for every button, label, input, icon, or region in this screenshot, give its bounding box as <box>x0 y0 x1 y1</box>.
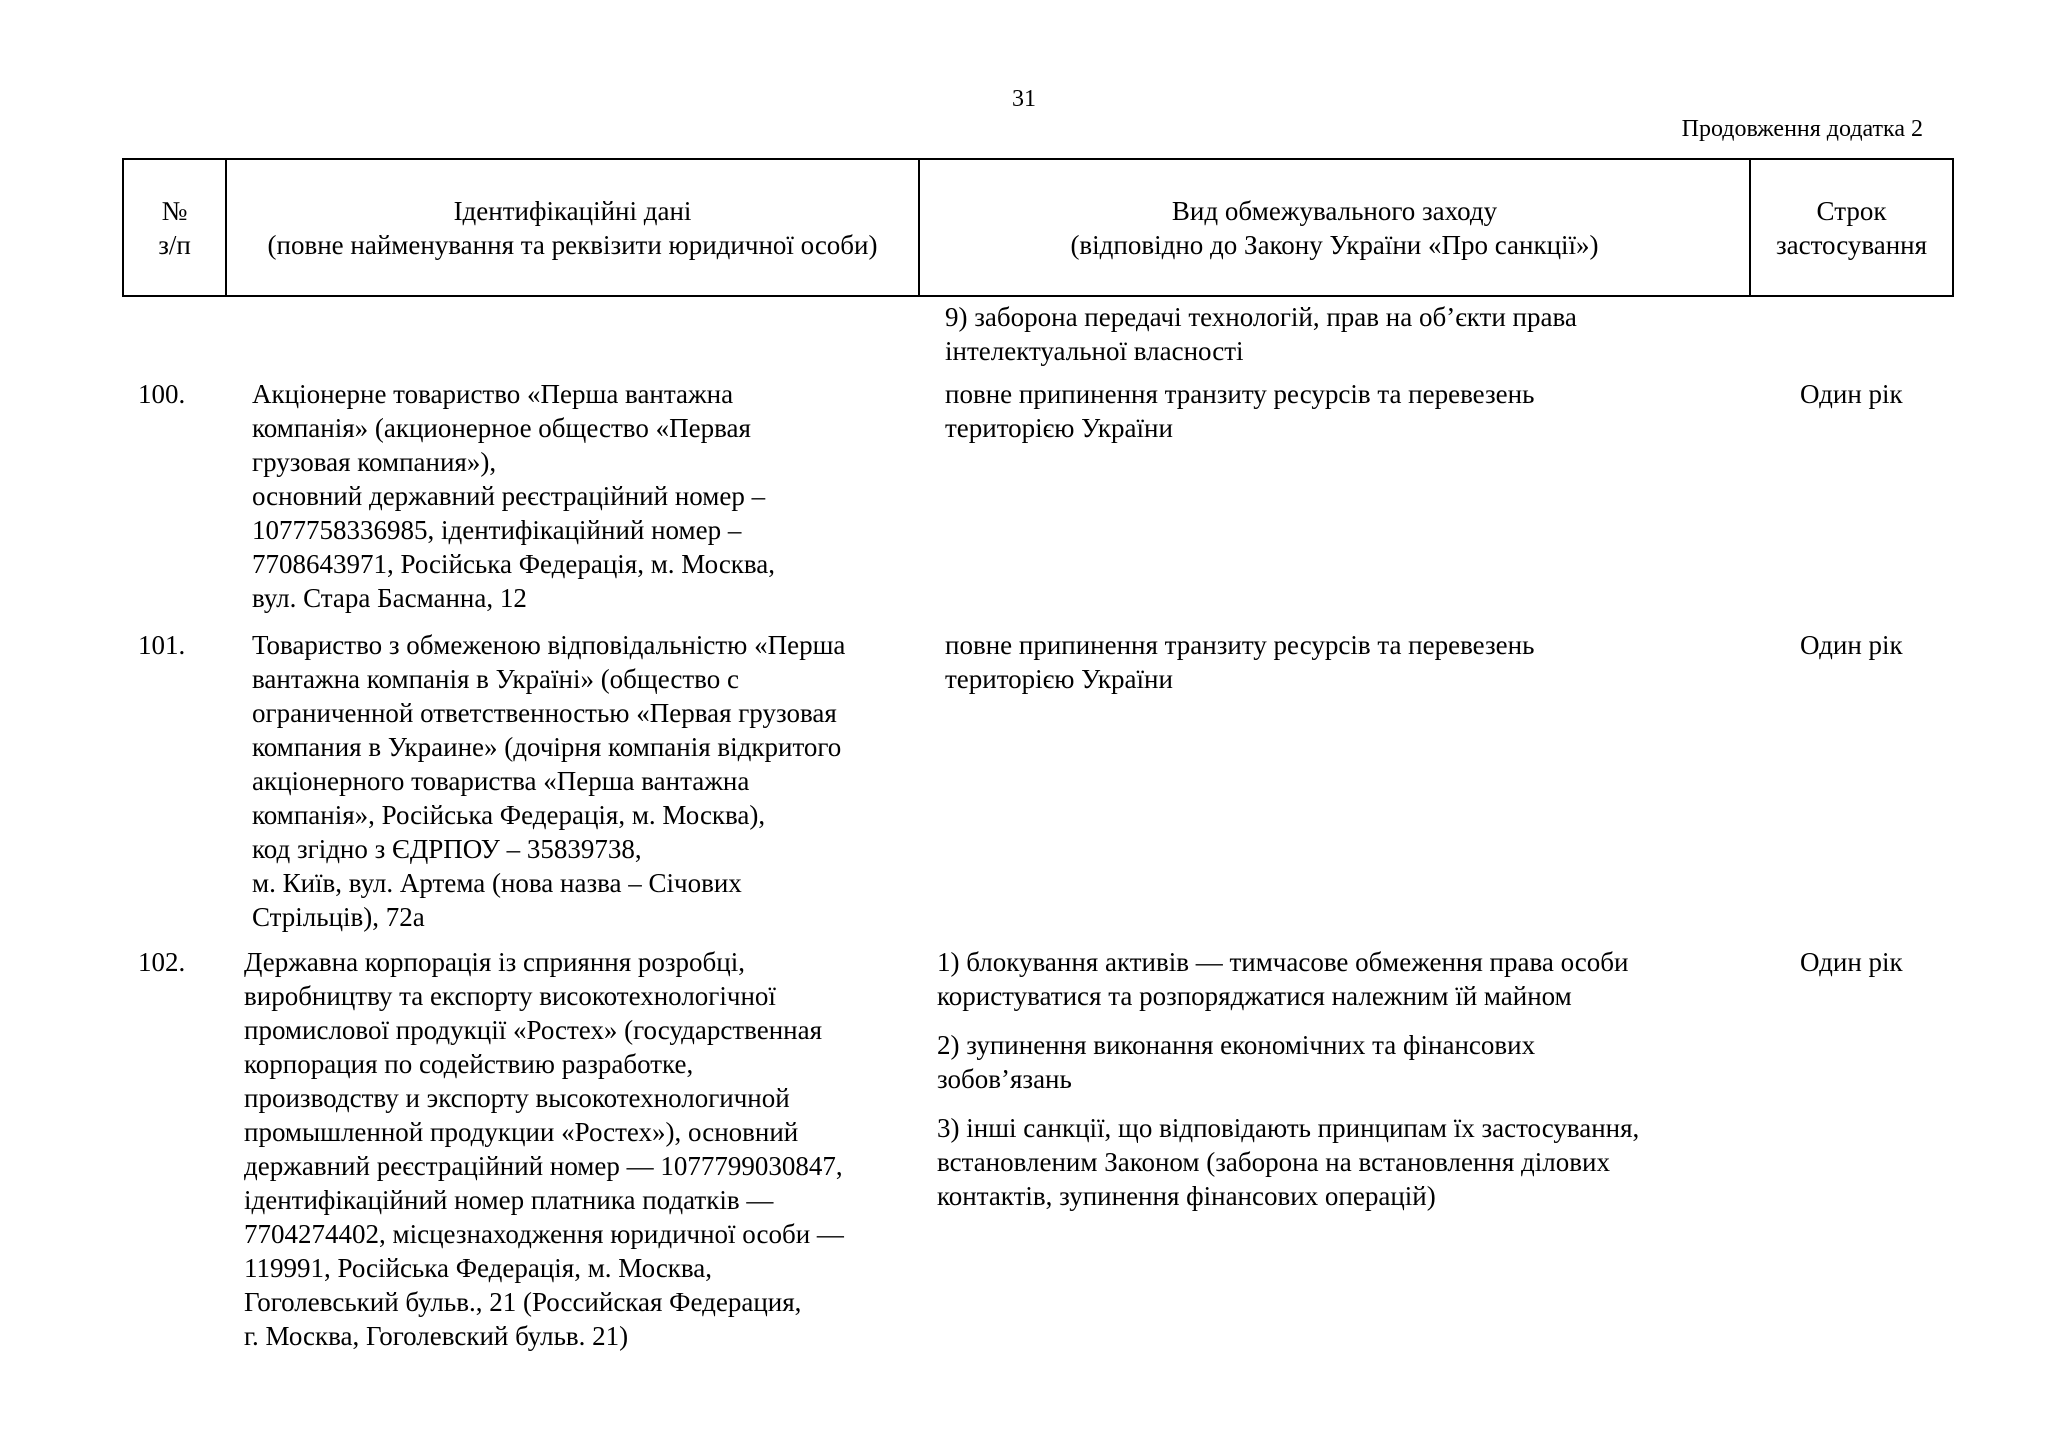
header-identification-line: Ідентифікаційні дані <box>453 195 692 226</box>
measure-line: зобов’язань <box>937 1064 1072 1094</box>
identification-line: грузовая компания»), <box>252 447 497 477</box>
identification-line: ідентифікаційний номер платника податків — <box>244 1185 774 1215</box>
identification-line: г. Москва, Гоголевский бульв. 21) <box>244 1321 629 1351</box>
identification-line: Стрільців), 72а <box>252 902 425 932</box>
continuation-label: Продовження додатка 2 <box>1681 116 1923 142</box>
identification-line: державний реєстраційний номер — 1077799030847, <box>244 1151 843 1181</box>
row-term: Один рік <box>1800 947 1903 977</box>
identification-line: акціонерного товариства «Перша вантажна <box>252 766 750 796</box>
identification-line: Державна корпорація із сприяння розробці, <box>244 947 745 977</box>
header-term <box>1751 160 1952 295</box>
row-identification <box>244 945 844 1353</box>
measure-line: повне припинення транзиту ресурсів та перевезень <box>945 630 1535 660</box>
identification-line: вул. Стара Басманна, 12 <box>252 583 527 613</box>
row-identification <box>252 377 775 615</box>
identification-line: вантажна компанія в Україні» (общество с <box>252 664 739 694</box>
row-term: Один рік <box>1800 379 1903 409</box>
row-measure <box>945 628 1534 696</box>
header-number-line: з/п <box>158 229 191 260</box>
header-term-line: застосування <box>1775 229 1928 260</box>
carryover-measure-line: інтелектуальної власності <box>945 336 1244 366</box>
header-identification-line: (повне найменування та реквізити юридичної особи) <box>267 229 878 260</box>
identification-line: компанія» (акционерное общество «Первая <box>252 413 751 443</box>
measure-line: повне припинення транзиту ресурсів та перевезень <box>945 379 1535 409</box>
identification-line: основний державний реєстраційний номер – <box>252 481 766 511</box>
table-header <box>122 158 1954 297</box>
row-number: 102. <box>138 947 186 977</box>
measure-line: встановленим Законом (заборона на встановлення ділових <box>937 1147 1610 1177</box>
carryover-measure <box>945 300 1577 368</box>
identification-line: корпорация по содействию разработке, <box>244 1049 694 1079</box>
measure-line: 3) інші санкції, що відповідають принципам їх застосування, <box>937 1113 1640 1143</box>
header-term-line: Строк <box>1816 195 1887 226</box>
identification-line: виробництву та експорту високотехнологічної <box>244 981 776 1011</box>
measure-line: користуватися та розпоряджатися належним їй майном <box>937 981 1572 1011</box>
measure-line: територією України <box>945 664 1173 694</box>
measure-line: 2) зупинення виконання економічних та фінансових <box>937 1030 1536 1060</box>
measure-line: контактів, зупинення фінансових операцій) <box>937 1181 1436 1211</box>
row-identification <box>252 628 845 934</box>
header-number-line: № <box>161 195 188 226</box>
header-number <box>124 160 227 295</box>
identification-line: промышленной продукции «Ростех»), основний <box>244 1117 799 1147</box>
identification-line: Акціонерне товариство «Перша вантажна <box>252 379 734 409</box>
row-measure <box>945 377 1534 445</box>
identification-line: компанія», Російська Федерація, м. Москва), <box>252 800 766 830</box>
identification-line: компания в Украине» (дочірня компанія відкритого <box>252 732 842 762</box>
identification-line: код згідно з ЄДРПОУ – 35839738, <box>252 834 642 864</box>
carryover-measure-line: 9) заборона передачі технологій, прав на об’єкти права <box>945 302 1577 332</box>
measure-line: 1) блокування активів — тимчасове обмеження права особи <box>937 947 1629 977</box>
header-measure-line: (відповідно до Закону України «Про санкції») <box>1070 229 1599 260</box>
identification-line: Гоголевський бульв., 21 (Российская Федерация, <box>244 1287 802 1317</box>
row-number: 101. <box>138 630 186 660</box>
identification-line: 119991, Російська Федерація, м. Москва, <box>244 1253 713 1283</box>
row-measure <box>937 945 1628 1013</box>
measure-line: територією України <box>945 413 1173 443</box>
header-measure-line: Вид обмежувального заходу <box>1171 195 1498 226</box>
row-number: 100. <box>138 379 186 409</box>
identification-line: Товариство з обмеженою відповідальністю «Перша <box>252 630 846 660</box>
identification-line: 7704274402, місцезнаходження юридичної особи — <box>244 1219 844 1249</box>
identification-line: 7708643971, Російська Федерація, м. Москва, <box>252 549 776 579</box>
header-identification <box>227 160 920 295</box>
page-number: 31 <box>1012 86 1036 112</box>
identification-line: 1077758336985, ідентифікаційний номер – <box>252 515 742 545</box>
identification-line: м. Київ, вул. Артема (нова назва – Січових <box>252 868 742 898</box>
row-measure <box>937 1028 1535 1096</box>
identification-line: производству и экспорту высокотехнологичной <box>244 1083 790 1113</box>
identification-line: промислової продукції «Ростех» (государственная <box>244 1015 823 1045</box>
header-measure <box>920 160 1751 295</box>
row-measure <box>937 1111 1639 1213</box>
identification-line: ограниченной ответственностью «Первая грузовая <box>252 698 837 728</box>
row-term: Один рік <box>1800 630 1903 660</box>
